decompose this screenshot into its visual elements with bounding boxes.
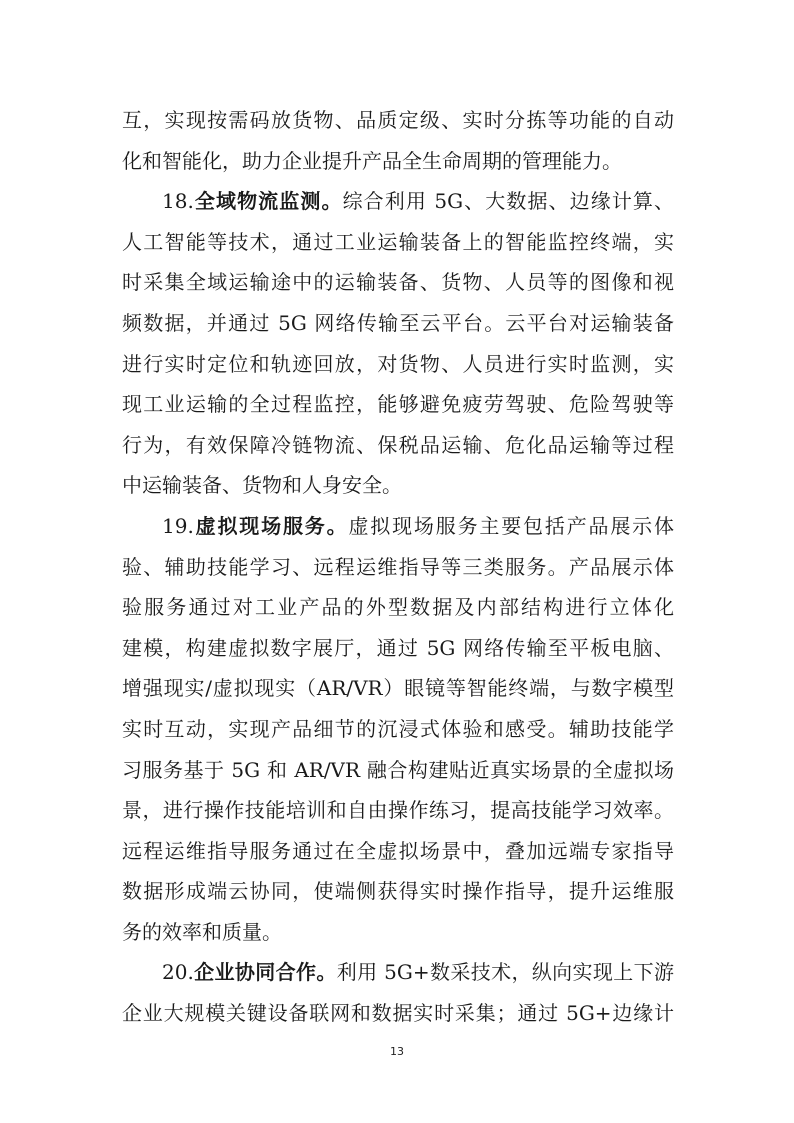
text-line (122, 952, 674, 993)
item-heading: 全域物流监测。 (193, 189, 343, 214)
text-line (122, 262, 674, 303)
page-body (122, 100, 674, 1034)
line-text: 综合利用 5G、大数据、边缘计算、 (342, 189, 675, 214)
line-text: 虚拟现场服务主要包括产品展示体 (348, 513, 675, 538)
line-text: 景，进行操作技能培训和自由操作练习，提高技能学习效率。 (122, 798, 674, 823)
text-line (122, 100, 674, 141)
line-text: 企业大规模关键设备联网和数据实时采集；通过 5G+边缘计 (122, 1001, 674, 1026)
line-text: 化和智能化，助力企业提升产品全生命周期的管理能力。 (122, 148, 622, 173)
text-line (122, 871, 674, 912)
line-text: 中运输装备、货物和人身安全。 (122, 473, 402, 498)
text-line (122, 750, 674, 791)
item-number: 18. (162, 189, 194, 214)
text-line (122, 506, 674, 547)
line-text: 利用 5G+数采技术，纵向实现上下游 (336, 960, 675, 985)
text-line (122, 547, 674, 588)
text-line (122, 912, 674, 953)
line-text: 时采集全域运输途中的运输装备、货物、人员等的图像和视 (122, 270, 674, 295)
item-heading: 企业协同合作。 (193, 960, 337, 985)
text-line (122, 141, 674, 182)
text-line (122, 384, 674, 425)
line-text: 频数据，并通过 5G 网络传输至云平台。云平台对运输装备 (122, 310, 674, 335)
item-number: 19. (162, 513, 194, 538)
line-text: 远程运维指导服务通过在全虚拟场景中，叠加远端专家指导 (122, 838, 674, 863)
text-line (122, 425, 674, 466)
text-line (122, 181, 674, 222)
line-text: 互，实现按需码放货物、品质定级、实时分拣等功能的自动 (122, 108, 674, 132)
text-line (122, 628, 674, 669)
line-text: 现工业运输的全过程监控，能够避免疲劳驾驶、危险驾驶等 (122, 392, 674, 417)
text-line (122, 993, 674, 1034)
line-text: 行为，有效保障冷链物流、保税品运输、危化品运输等过程 (122, 432, 674, 457)
line-text: 务的效率和质量。 (122, 919, 282, 944)
line-text: 验服务通过对工业产品的外型数据及内部结构进行立体化 (122, 595, 674, 620)
text-line (122, 465, 674, 506)
text-line (122, 587, 674, 628)
text-line (122, 668, 674, 709)
text-line (122, 303, 674, 344)
line-text: 建模，构建虚拟数字展厅，通过 5G 网络传输至平板电脑、 (122, 635, 674, 660)
line-text: 进行实时定位和轨迹回放，对货物、人员进行实时监测，实 (122, 351, 674, 376)
line-text: 实时互动，实现产品细节的沉浸式体验和感受。辅助技能学 (122, 716, 674, 741)
line-text: 人工智能等技术，通过工业运输装备上的智能监控终端，实 (122, 229, 674, 254)
text-line (122, 709, 674, 750)
page-number: 13 (390, 1045, 404, 1058)
text-line (122, 344, 674, 385)
text-line (122, 831, 674, 872)
line-text: 验、辅助技能学习、远程运维指导等三类服务。产品展示体 (122, 554, 674, 579)
text-line (122, 222, 674, 263)
line-text: 习服务基于 5G 和 AR/VR 融合构建贴近真实场景的全虚拟场 (122, 757, 674, 782)
text-line (122, 790, 674, 831)
item-heading: 虚拟现场服务。 (193, 513, 349, 538)
line-text: 数据形成端云协同，使端侧获得实时操作指导，提升运维服 (122, 879, 674, 904)
item-number: 20. (162, 960, 194, 985)
line-text: 增强现实/虚拟现实（AR/VR）眼镜等智能终端，与数字模型 (122, 676, 674, 701)
